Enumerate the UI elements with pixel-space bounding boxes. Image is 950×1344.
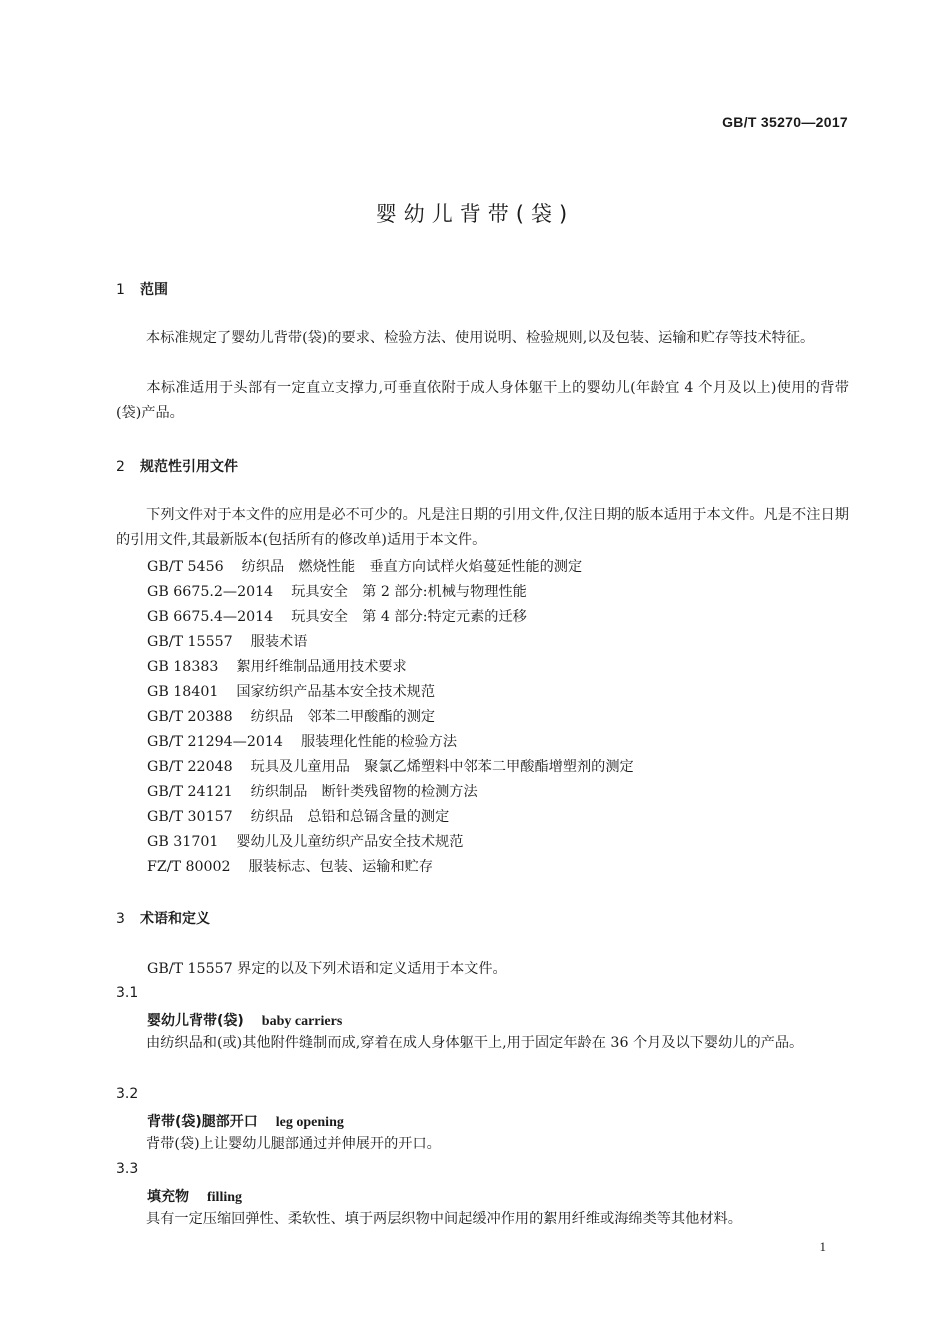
- reference-item: [147, 631, 307, 651]
- scope-paragraph-1: [116, 326, 849, 351]
- reference-title: 玩具及儿童用品 聚氯乙烯塑料中邻苯二甲酸酯增塑剂的测定: [250, 759, 634, 775]
- reference-item: [147, 806, 449, 826]
- section-2-number: 2: [116, 459, 125, 475]
- term-definition-text: 由纺织品和(或)其他附件缝制而成,穿着在成人身体躯干上,用于固定年龄在 36 个月及以下婴幼儿的产品。: [146, 1035, 804, 1051]
- reference-code: GB 18401: [147, 684, 219, 700]
- reference-item: [147, 756, 634, 776]
- reference-code: GB 6675.4—2014: [147, 609, 274, 625]
- reference-code: GB 18383: [147, 659, 219, 675]
- reference-title: 服装术语: [250, 634, 308, 650]
- term-definition: [116, 1207, 849, 1232]
- reference-item: [147, 706, 435, 726]
- term-en: leg opening: [275, 1115, 344, 1130]
- reference-code: GB/T 5456: [147, 559, 224, 575]
- reference-title: 纺织品 燃烧性能 垂直方向试样火焰蔓延性能的测定: [241, 559, 583, 575]
- terms-intro: GB/T 15557 界定的以及下列术语和定义适用于本文件。: [147, 961, 507, 977]
- page-number: 1: [819, 1239, 826, 1254]
- term-en: filling: [207, 1190, 243, 1205]
- term-definition: [116, 1031, 849, 1056]
- reference-title: 婴幼儿及儿童纺织产品安全技术规范: [236, 834, 464, 850]
- term-zh: 婴幼儿背带(袋): [147, 1013, 244, 1029]
- reference-code: GB/T 30157: [147, 809, 233, 825]
- reference-title: 服装理化性能的检验方法: [300, 734, 458, 750]
- reference-item: [147, 731, 457, 751]
- term-number: 3.1: [116, 985, 139, 1001]
- reference-item: [147, 656, 407, 676]
- reference-code: GB/T 21294—2014: [147, 734, 283, 750]
- reference-title: 玩具安全 第 2 部分:机械与物理性能: [291, 584, 527, 600]
- reference-item: [147, 781, 478, 801]
- reference-code: GB 31701: [147, 834, 219, 850]
- section-2-title: 规范性引用文件: [140, 459, 238, 475]
- section-2-heading: [116, 456, 238, 476]
- term-heading: [147, 1111, 344, 1131]
- reference-code: GB/T 15557: [147, 634, 233, 650]
- reference-title: 服装标志、包装、运输和贮存: [248, 859, 434, 875]
- section-1-number: 1: [116, 282, 125, 298]
- reference-item: [147, 556, 582, 576]
- reference-title: 玩具安全 第 4 部分:特定元素的迁移: [291, 609, 527, 625]
- reference-title: 纺织品 总铅和总镉含量的测定: [250, 809, 450, 825]
- scope-paragraph-1-text: 本标准规定了婴幼儿背带(袋)的要求、检验方法、使用说明、检验规则,以及包装、运输和贮存等技术特征。: [146, 330, 815, 346]
- reference-code: GB/T 24121: [147, 784, 233, 800]
- section-1-heading: [116, 279, 168, 299]
- reference-code: FZ/T 80002: [147, 859, 231, 875]
- reference-item: [147, 681, 435, 701]
- scope-paragraph-2: [116, 376, 849, 426]
- section-3-title: 术语和定义: [140, 911, 210, 927]
- section-3-number: 3: [116, 911, 125, 927]
- reference-title: 纺织品 邻苯二甲酸酯的测定: [250, 709, 436, 725]
- reference-code: GB/T 20388: [147, 709, 233, 725]
- term-number: 3.2: [116, 1086, 139, 1102]
- reference-item: [147, 831, 463, 851]
- term-number: 3.3: [116, 1161, 139, 1177]
- term-zh: 背带(袋)腿部开口: [147, 1114, 258, 1130]
- section-3-heading: [116, 908, 210, 928]
- section-1-title: 范围: [140, 282, 168, 298]
- references-intro: [116, 503, 849, 553]
- term-en: baby carriers: [261, 1014, 343, 1029]
- scope-paragraph-2-text: 本标准适用于头部有一定直立支撑力,可垂直依附于成人身体躯干上的婴幼儿(年龄宜 4 个月及以上)使用的背带(袋)产品。: [116, 380, 849, 421]
- reference-code: GB/T 22048: [147, 759, 233, 775]
- term-definition: [116, 1132, 849, 1157]
- standard-code: GB/T 35270—2017: [722, 114, 848, 130]
- term-definition-text: 具有一定压缩回弹性、柔软性、填于两层织物中间起缓冲作用的絮用纤维或海绵类等其他材料。: [146, 1211, 742, 1227]
- reference-code: GB 6675.2—2014: [147, 584, 274, 600]
- term-zh: 填充物: [147, 1189, 189, 1205]
- reference-title: 絮用纤维制品通用技术要求: [236, 659, 407, 675]
- reference-item: [147, 581, 527, 601]
- reference-title: 国家纺织产品基本安全技术规范: [236, 684, 436, 700]
- references-intro-text: 下列文件对于本文件的应用是必不可少的。凡是注日期的引用文件,仅注日期的版本适用于本文件。凡是不注日期的引用文件,其最新版本(包括所有的修改单)适用于本文件。: [116, 507, 849, 548]
- term-heading: [147, 1186, 242, 1206]
- reference-item: [147, 856, 433, 876]
- reference-item: [147, 606, 527, 626]
- term-heading: [147, 1010, 342, 1030]
- reference-title: 纺织制品 断针类残留物的检测方法: [250, 784, 478, 800]
- term-definition-text: 背带(袋)上让婴幼儿腿部通过并伸展开的开口。: [146, 1136, 441, 1152]
- document-title: 婴幼儿背带(袋): [375, 202, 575, 226]
